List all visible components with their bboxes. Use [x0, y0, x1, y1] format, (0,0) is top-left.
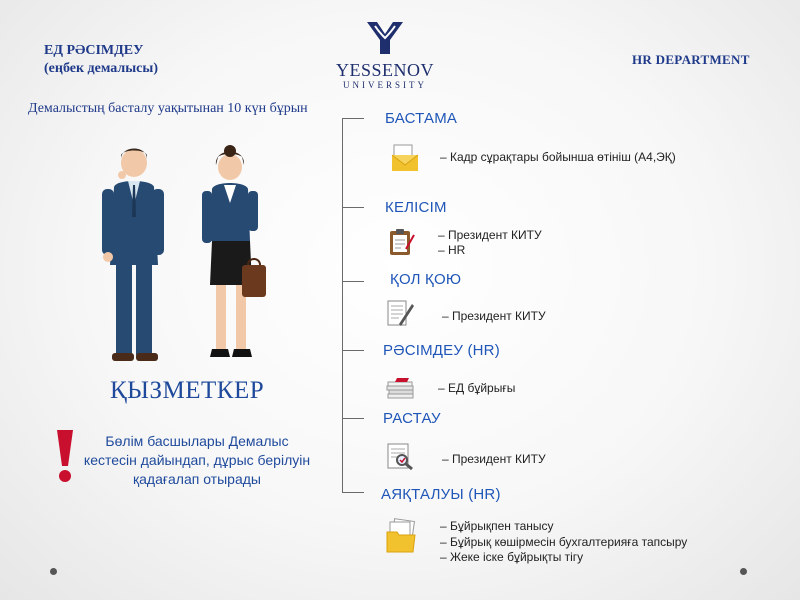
university-logo	[335, 18, 435, 90]
magnifier-document-icon	[385, 441, 415, 471]
subtitle: Демалыстың басталу уақытынан 10 күн бұрын	[28, 101, 308, 116]
exclamation-icon	[52, 428, 78, 484]
step-title-ayaktaluy: АЯҚТАЛУЫ (HR)	[381, 486, 501, 503]
step-5-item: – Президент КИТУ	[442, 452, 546, 466]
timeline-tick	[342, 418, 364, 419]
timeline-line	[342, 118, 343, 492]
papers-stack-icon	[385, 372, 415, 402]
role-title: ҚЫЗМЕТКЕР	[110, 377, 265, 404]
woman-figure	[202, 145, 266, 357]
envelope-icon	[390, 143, 420, 173]
step-2-item: – HR	[438, 243, 466, 257]
step-title-kol-koyu: ҚОЛ ҚОЮ	[390, 271, 462, 288]
manager-note: Бөлім басшылары Демалыс кестесін дайындап, дұрыс берілуін қадағалап отырады	[83, 433, 311, 487]
timeline-tick	[342, 350, 364, 351]
step-2-item: – Президент КИТУ	[438, 228, 542, 242]
title-line-2: (еңбек демалысы)	[44, 61, 158, 76]
step-4-item: – ЕД бұйрығы	[438, 381, 516, 395]
step-title-kelisim: КЕЛІСІМ	[385, 199, 447, 216]
step-title-rastau: РАСТАУ	[383, 410, 441, 427]
timeline-tick	[342, 118, 364, 119]
step-6-item: – Жеке іске бұйрықты тігу	[440, 550, 584, 564]
document-title	[44, 42, 158, 78]
clipboard-icon	[386, 227, 416, 257]
step-1-item: – Кадр сұрақтары бойынша өтініш (А4,ЭҚ)	[440, 150, 676, 164]
slide-corner-dot	[50, 568, 57, 575]
document-pen-icon	[385, 298, 415, 328]
title-line-1: ЕД РӘСІМДЕУ	[44, 43, 144, 58]
logo-emblem-icon	[363, 18, 407, 58]
logo-subtitle: UNIVERSITY	[343, 80, 427, 90]
step-title-rasimdeu: РӘСІМДЕУ (HR)	[383, 342, 500, 359]
employees-illustration	[92, 145, 282, 367]
timeline-tick	[342, 492, 364, 493]
step-6-item: – Бұйрықпен танысу	[440, 519, 554, 533]
folder-icon	[385, 518, 419, 554]
timeline-tick	[342, 281, 364, 282]
slide-corner-dot	[740, 568, 747, 575]
man-figure	[102, 149, 164, 362]
department-label: HR DEPARTMENT	[632, 52, 750, 67]
step-title-bastama: БАСТАМА	[385, 110, 458, 127]
step-6-item: – Бұйрық көшірмесін бухгалтерияға тапсыру	[440, 535, 688, 549]
step-3-item: – Президент КИТУ	[442, 309, 546, 323]
logo-name: YESSENOV	[335, 60, 434, 80]
timeline-tick	[342, 207, 364, 208]
